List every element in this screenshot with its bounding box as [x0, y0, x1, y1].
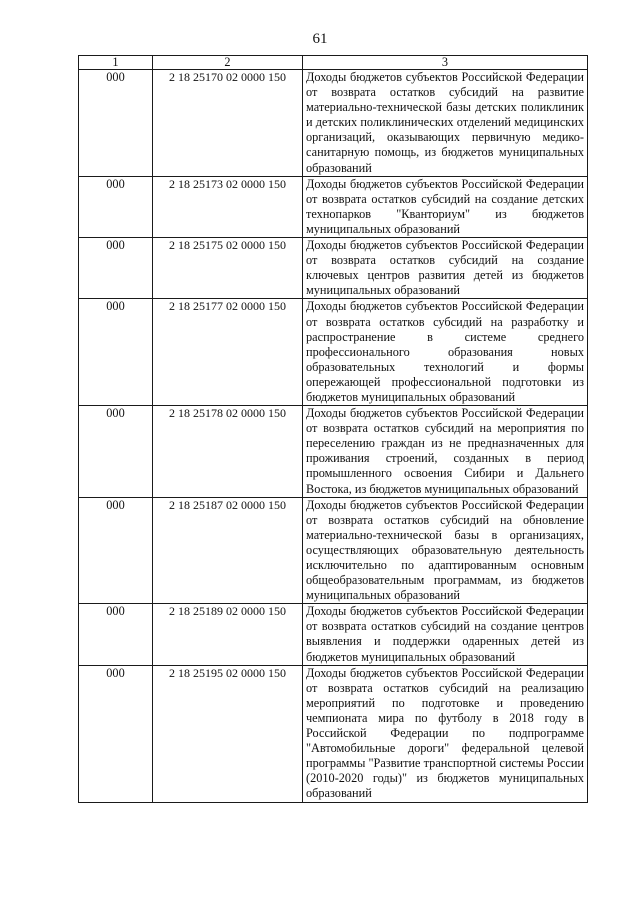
description-cell: Доходы бюджетов субъектов Российской Федерации от возврата остатков субсидий на развитие материально-технической базы детских поликлиник и детских поликлинических отделений медицинских организаций, оказывающих первичную медико-санитарную помощь, из бюджетов муниципальных образований: [303, 70, 588, 177]
description-cell: Доходы бюджетов субъектов Российской Федерации от возврата остатков субсидий на создание детских технопарков "Кванториум" из бюджетов муниципальных образований: [303, 176, 588, 237]
table-row: [79, 238, 588, 299]
table-row: [79, 497, 588, 604]
column-header-2: 2: [153, 56, 303, 70]
budget-code-cell: 2 18 25177 02 0000 150: [153, 299, 303, 406]
table-row: [79, 604, 588, 665]
description-cell: Доходы бюджетов субъектов Российской Федерации от возврата остатков субсидий на реализацию мероприятий по подготовке и проведению чемпионата мира по футболу в 2018 году в Российской Федерации по подпрограмме "Автомобильные дороги" федеральной целевой программы "Развитие транспортной системы России (2010-2020 годы)" из бюджетов муниципальных образований: [303, 665, 588, 802]
table-row: [79, 70, 588, 177]
table-row: [79, 665, 588, 802]
budget-code-cell: 2 18 25195 02 0000 150: [153, 665, 303, 802]
description-cell: Доходы бюджетов субъектов Российской Федерации от возврата остатков субсидий на создание ключевых центров развития детей из бюджетов муниципальных образований: [303, 238, 588, 299]
description-cell: Доходы бюджетов субъектов Российской Федерации от возврата остатков субсидий на разработку и распространение в системе среднего профессионального образования новых образовательных технологий и формы опережающей профессиональной подготовки из бюджетов муниципальных образований: [303, 299, 588, 406]
table-header-row: [79, 56, 588, 70]
column-header-1: 1: [79, 56, 153, 70]
budget-code-cell: 2 18 25170 02 0000 150: [153, 70, 303, 177]
admin-code-cell: 000: [79, 176, 153, 237]
description-cell: Доходы бюджетов субъектов Российской Федерации от возврата остатков субсидий на обновление материально-технической базы в организациях, осуществляющих образовательную деятельность исключительно по адаптированным основным общеобразовательным программам, из бюджетов муниципальных образований: [303, 497, 588, 604]
table-row: [79, 406, 588, 498]
budget-code-cell: 2 18 25187 02 0000 150: [153, 497, 303, 604]
budget-code-cell: 2 18 25178 02 0000 150: [153, 406, 303, 498]
admin-code-cell: 000: [79, 406, 153, 498]
admin-code-cell: 000: [79, 665, 153, 802]
revenue-codes-table: [78, 55, 588, 803]
admin-code-cell: 000: [79, 70, 153, 177]
table-row: [79, 176, 588, 237]
budget-code-cell: 2 18 25189 02 0000 150: [153, 604, 303, 665]
budget-code-cell: 2 18 25173 02 0000 150: [153, 176, 303, 237]
description-cell: Доходы бюджетов субъектов Российской Федерации от возврата остатков субсидий на мероприятия по переселению граждан из не предназначенных для проживания строений, созданных в период промышленного освоения Сибири и Дальнего Востока, из бюджетов муниципальных образований: [303, 406, 588, 498]
page-number: 61: [312, 31, 328, 47]
budget-code-cell: 2 18 25175 02 0000 150: [153, 238, 303, 299]
table-row: [79, 299, 588, 406]
description-cell: Доходы бюджетов субъектов Российской Федерации от возврата остатков субсидий на создание центров выявления и поддержки одаренных детей из бюджетов муниципальных образований: [303, 604, 588, 665]
admin-code-cell: 000: [79, 238, 153, 299]
admin-code-cell: 000: [79, 604, 153, 665]
admin-code-cell: 000: [79, 299, 153, 406]
column-header-3: 3: [303, 56, 588, 70]
admin-code-cell: 000: [79, 497, 153, 604]
